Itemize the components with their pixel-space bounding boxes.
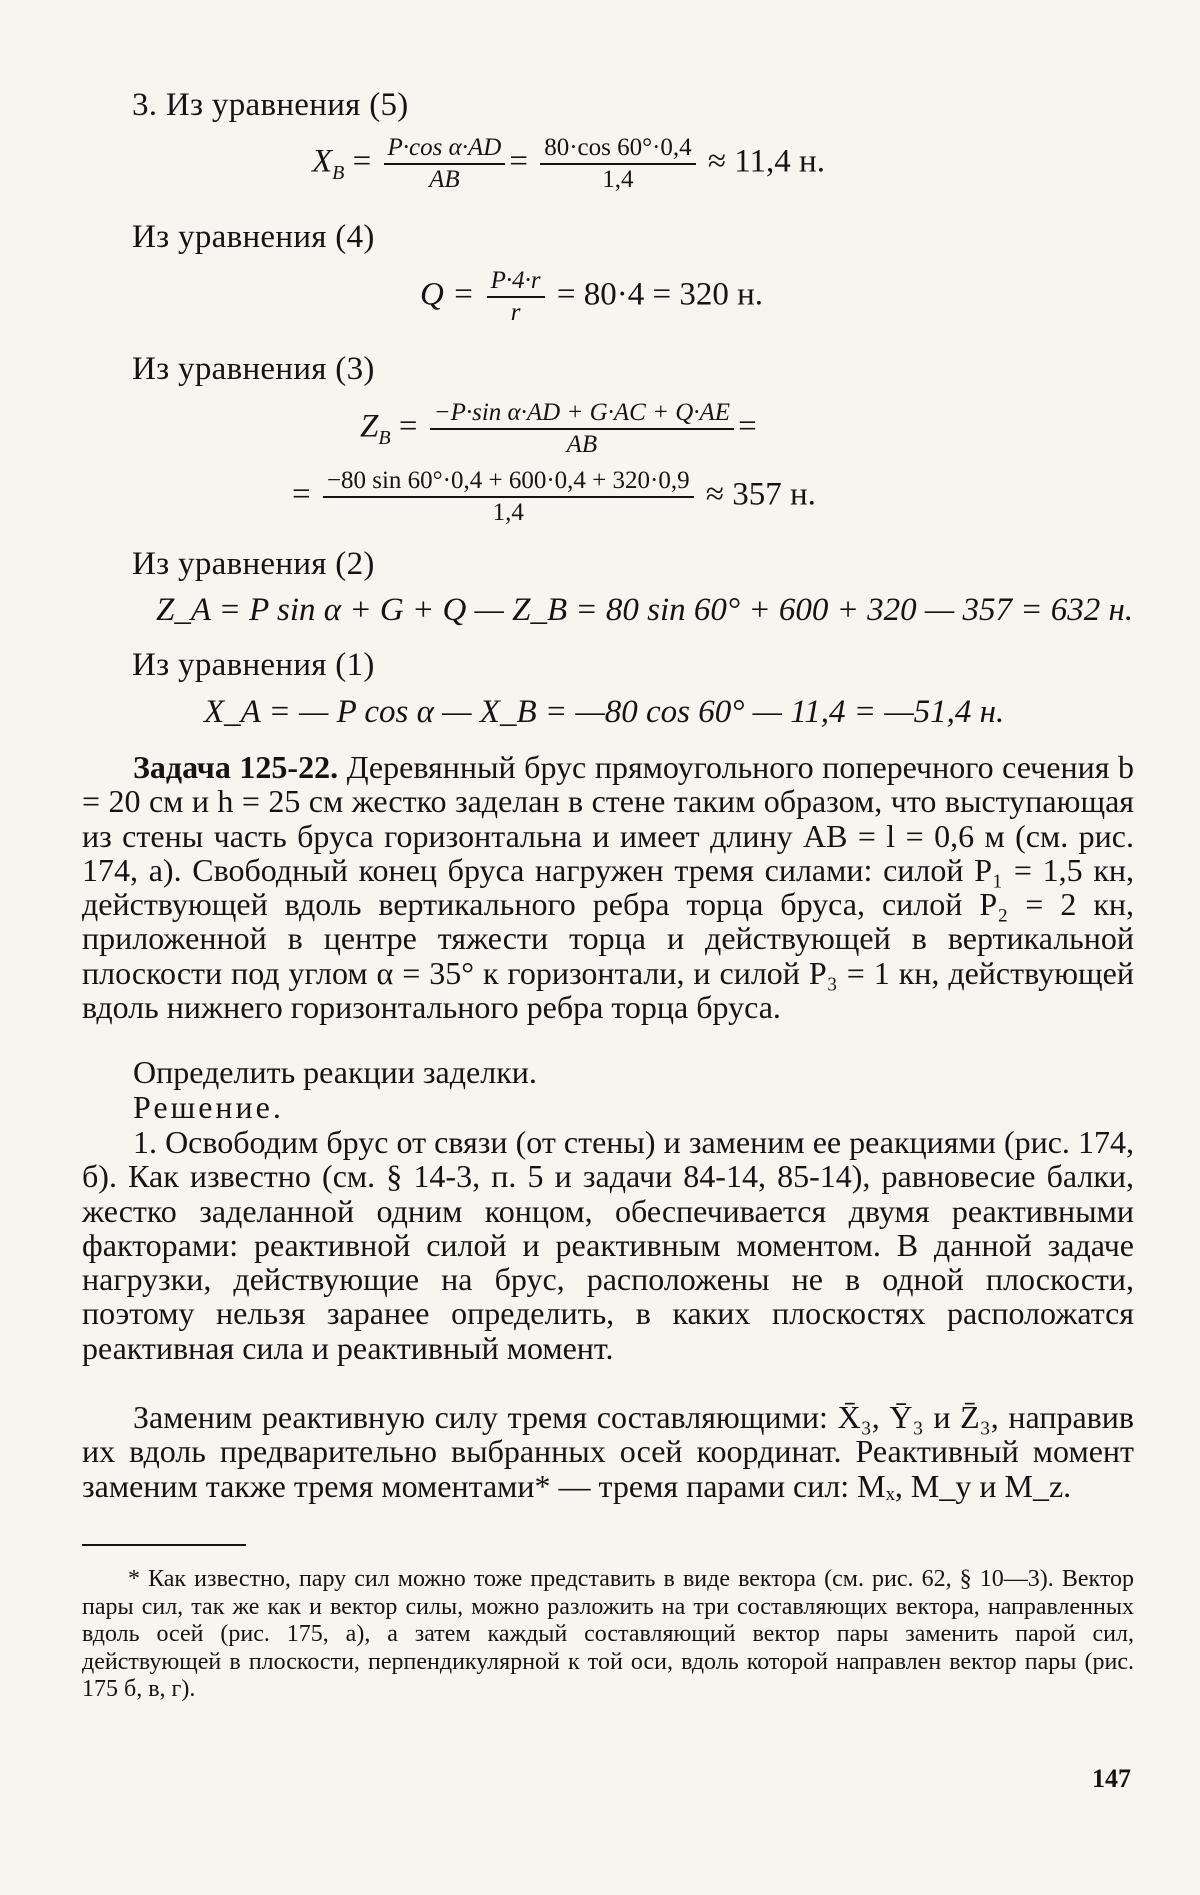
problem-task: Определить реакции заделки. [133,1054,537,1090]
solution-replace: Заменим реактивную силу тремя составляющими: X̄₃, Ȳ₃ и Z̄₃, направив их вдоль предварительно выбранных осей координат. Реактивный момент заменим также тремя моментами* — тремя парами сил: Mₓ, M_y и M_z. [82,1399,1134,1504]
q-lhs: Q = [420,276,475,313]
zb2-frac-numerator: −80 sin 60°·0,4 + 600·0,4 + 320·0,9 [323,466,694,498]
equation-za: Z_A = P sin α + G + Q — Z_B = 80 sin 60° + 600 + 320 — 357 = 632 н. [156,592,1134,628]
zb-frac-denominator: AB [566,431,598,458]
from-equation-3: Из уравнения (3) [132,351,375,387]
xb-frac2-denominator: 1,4 [602,166,634,193]
zb2-result: ≈ 357 н. [705,476,816,513]
xb-subscript: B [332,162,345,185]
from-equation-1: Из уравнения (1) [132,647,375,683]
solution-step-1: 1. Освободим брус от связи (от стены) и заменим ее реакциями (рис. 174, б). Как известно (см. § 14-3, п. 5 и задачи 84-14, 85-14), равновесие балки, жестко заделанной одним концом, обеспечивается двумя реактивными факторами: реактивной силой и реактивным моментом. В данной задаче нагрузки, действующие на брус, расположены не в одной плоскости, поэтому нельзя заранее определить, в каких плоскостях расположатся реактивная сила и реактивный момент. [82,1124,1134,1366]
xb-frac1-denominator: AB [429,166,460,193]
step3-intro: 3. Из уравнения (5) [132,87,409,123]
zb2-fraction [323,466,694,528]
footnote-divider [82,1544,246,1546]
q-fraction [487,266,545,328]
zb-subscript: B [378,427,391,450]
equation-q [420,266,763,328]
q-rhs: = 80·4 = 320 н. [556,276,763,313]
xb-symbol: X [312,143,333,180]
q-frac-numerator: P·4·r [487,266,545,298]
from-equation-2: Из уравнения (2) [132,546,375,582]
page-number: 147 [1092,1764,1131,1793]
xb-frac2-numerator: 80·cos 60°·0,4 [540,133,695,165]
equation-xa: X_A = — P cos α — X_B = —80 cos 60° — 11,4 = —51,4 н. [204,694,1005,730]
equation-xb: $X_B$ = $\frac{\text{P·cos α·AD}}{AB}$ = $\frac{80\cdot\cos 60^\circ\cdot 0,4}{1,4}$ ≈ 11,4 н. [312,134,825,193]
zb2-frac-denominator: 1,4 [492,499,524,526]
xb-fraction-1 [384,133,506,195]
equation-zb: $Z_B$ = $\frac{\text{−P·sin α·AD + G·AC + Q·AE}}{AB}$ = [360,399,757,458]
zb-symbol: Z [360,408,379,445]
problem-statement [82,750,1134,1024]
problem-text: Деревянный брус прямоугольного поперечного сечения b = 20 см и h = 25 см жестко заделан в стене таким образом, что выступающая из стены часть бруса горизонтальна и имеет длину AB = l = 0,6 м (см. рис. 174, а). Свободный конец бруса нагружен тремя силами: силой P₁ = 1,5 кн, действующей вдоль вертикального ребра торца бруса, силой P₂ = 2 кн, приложенной в центре тяжести торца и действующей в вертикальной плоскости под углом α = 35° к горизонтали, и силой P₃ = 1 кн, действующей вдоль нижнего горизонтального ребра торца бруса. [82,749,1135,1026]
q-frac-denominator: r [510,299,521,326]
solution-label: Решение. [133,1089,284,1125]
from-equation-4: Из уравнения (4) [132,219,375,255]
xb-fraction-2 [540,133,695,195]
xb-result: ≈ 11,4 н. [707,143,825,180]
xb-frac1-numerator: P·cos α·AD [384,133,506,165]
footnote: * Как известно, пару сил можно тоже представить в виде вектора (см. рис. 62, § 10—3). Вектор пары сил, так же как и вектор силы, можно разложить на три составляющих вектора, направленных вдоль осей (рис. 175, а), а затем каждый составляющий вектор пары заменить парой сил, действующей в плоскости, перпендикулярной к той оси, вдоль которой направлен вектор пары (рис. 175 б, в, г). [82,1566,1134,1702]
problem-title: Задача 125-22. [133,749,339,785]
zb-fraction [430,398,734,460]
zb-frac-numerator: −P·sin α·AD + G·AC + Q·AE [430,398,734,430]
equation-zb-numeric: = $\frac{-80 \sin 60^\circ\cdot 0,4 + 600\cdot 0,4 + 320\cdot 0,9}{1,4}$ ≈ 357 н. [292,467,816,526]
